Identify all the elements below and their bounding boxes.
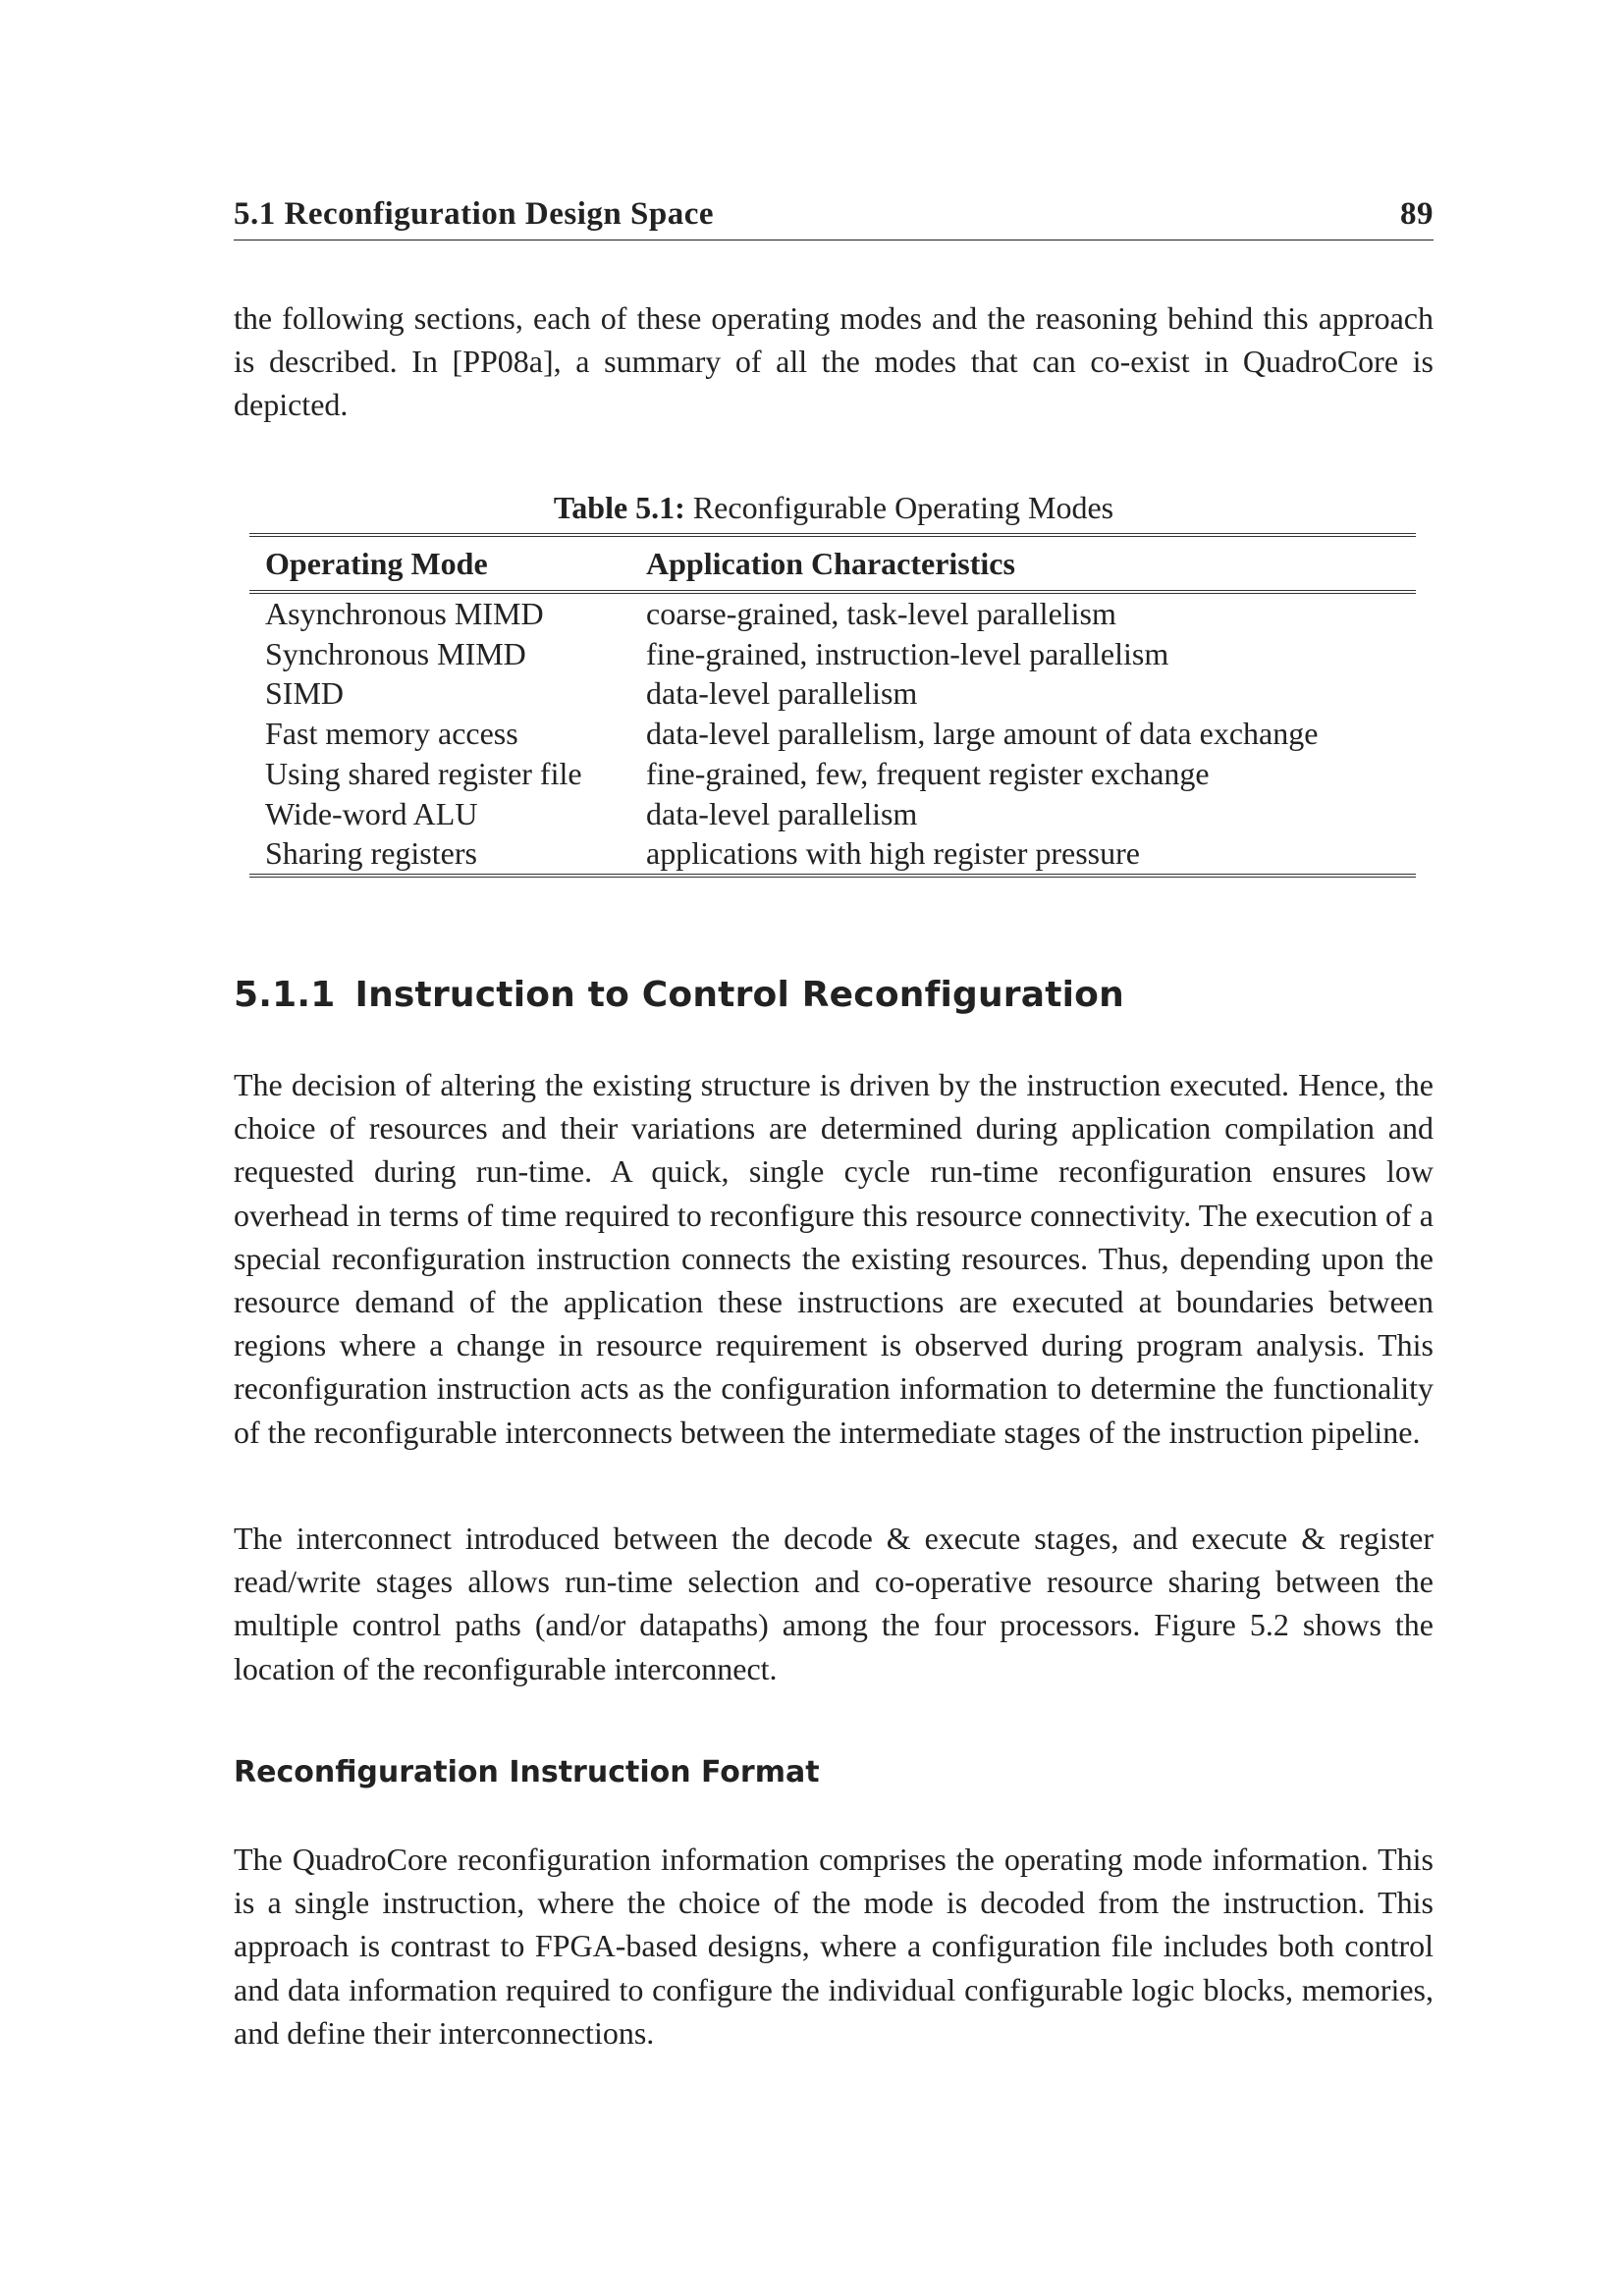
table-row	[249, 634, 1416, 674]
cell-application-characteristics: fine-grained, few, frequent register exchange	[646, 755, 1210, 791]
column-header-application-characteristics: Application Characteristics	[630, 535, 1416, 592]
subsection-paragraph: The QuadroCore reconfiguration information comprises the operating mode information. This is a single instruction, where the choice of the mode is decoded from the instruction. This approach is contrast to FPGA-based designs, where a configuration file includes both control and data information required to configure the individual configurable logic blocks, memories, and define their interconnections.	[234, 1842, 1434, 2051]
cell-operating-mode: Sharing registers	[249, 833, 630, 876]
column-header-operating-mode: Operating Mode	[249, 535, 630, 592]
cell-operating-mode: Wide-word ALU	[265, 795, 478, 831]
table-header-row	[249, 535, 1416, 592]
running-header	[234, 194, 1434, 240]
cell-application-characteristics: coarse-grained, task-level parallelism	[646, 596, 1116, 631]
header-section-title: 5.1 Reconfiguration Design Space	[234, 196, 714, 232]
cell-operating-mode: Asynchronous MIMD	[265, 596, 544, 631]
table-row	[249, 714, 1416, 754]
table-caption-text: Reconfigurable Operating Modes	[692, 490, 1114, 525]
cell-application-characteristics: data-level parallelism, large amount of data exchange	[646, 716, 1319, 752]
cell-application-characteristics: fine-grained, instruction-level parallelism	[646, 635, 1169, 671]
cell-operating-mode: Using shared register file	[265, 755, 582, 791]
intro-paragraph: the following sections, each of these operating modes and the reasoning behind this approach is described. In [PP08a], a summary of all the modes that can co-exist in QuadroCore is depicted.	[234, 300, 1434, 423]
subsection-heading: Reconfiguration Instruction Format	[234, 1755, 820, 1789]
table-row	[249, 754, 1416, 794]
document-page	[234, 0, 1434, 2296]
section-heading	[234, 975, 1124, 1015]
table-row	[249, 833, 1416, 876]
cell-application-characteristics: data-level parallelism	[646, 795, 918, 831]
section-paragraph: The interconnect introduced between the decode & execute stages, and execute & register read/write stages allows run-time selection and co-operative resource sharing between the multiple control paths (and/or datapaths) among the four processors. Figure 5.2 shows the location of the reconfigurable interconnect.	[234, 1521, 1434, 1686]
section-number: 5.1.1	[234, 975, 336, 1015]
section-paragraph: The decision of altering the existing structure is driven by the instruction executed. Hence, the choice of resources and their variations are determined during application compilation and requested during run-time. A quick, single cycle run-time reconfiguration ensures low overhead in terms of time required to reconfigure this resource connectivity. The execution of a special reconfiguration instruction connects the existing resources. Thus, depending upon the resource demand of the application these instructions are executed at boundaries between regions where a change in resource requirement is observed during program analysis. This reconfiguration instruction acts as the configuration information to determine the functionality of the reconfigurable interconnects between the intermediate stages of the instruction pipeline.	[234, 1067, 1434, 1450]
page-number: 89	[1400, 196, 1434, 232]
table-caption-label: Table 5.1:	[553, 490, 685, 525]
cell-application-characteristics: data-level parallelism	[646, 675, 918, 712]
cell-operating-mode: SIMD	[265, 675, 345, 712]
table-row	[249, 592, 1416, 634]
cell-application-characteristics: applications with high register pressure	[630, 833, 1416, 876]
section-title-text: Instruction to Control Reconfiguration	[354, 975, 1124, 1015]
operating-modes-table	[249, 533, 1416, 878]
table-row	[249, 673, 1416, 714]
cell-operating-mode: Fast memory access	[265, 716, 518, 752]
table-caption	[234, 486, 1434, 529]
cell-operating-mode: Synchronous MIMD	[265, 635, 526, 671]
table-row	[249, 794, 1416, 834]
